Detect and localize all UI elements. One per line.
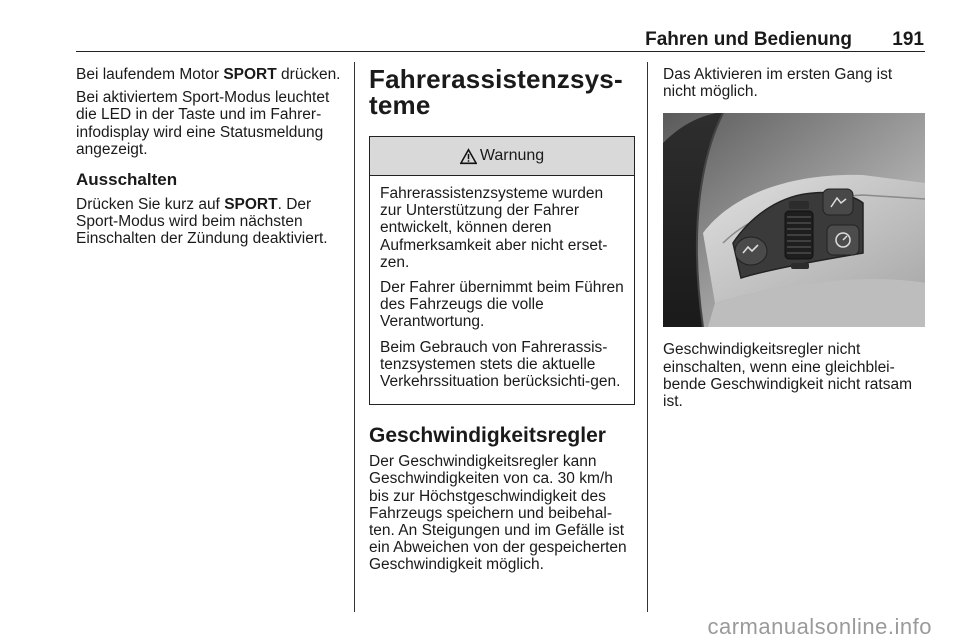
warning-title: Warnung: [479, 147, 545, 165]
cruise-control-heading: Geschwindigkeitsregler: [369, 424, 606, 448]
sport-keyword: SPORT: [224, 196, 278, 214]
column-1: [76, 66, 346, 254]
cruise-control-paragraph: Der Geschwindigkeitsregler kann Geschwindigkeiten von ca. 30 km/h bis zur Höchstgeschwindigkeit des Fahrzeugs speichern und beibehal-ten. An Steigungen und im Gefälle ist ein Abweichen von der gespeicherten Geschwindigkeit möglich.: [369, 453, 627, 574]
cruise-warning-paragraph: Geschwindigkeitsregler nicht einschalten, wenn eine gleichblei-bende Geschwindigkeit nicht ratsam ist.: [663, 341, 912, 411]
first-gear-paragraph: Das Aktivieren im ersten Gang ist nicht möglich.: [663, 66, 893, 101]
warning-triangle-icon: [460, 148, 477, 165]
steering-wheel-photo: [663, 113, 925, 327]
warning-paragraph: Beim Gebrauch von Fahrerassis-tenzsystemen stets die aktuelle Verkehrssituation berücksichti-gen.: [380, 338, 621, 391]
section-heading-line: Fahrerassistenzsys-: [369, 64, 623, 94]
watermark: carmanualsonline.info: [707, 614, 932, 639]
sport-led-paragraph: Bei aktiviertem Sport-Modus leuchtet die LED in der Taste und im Fahrer-infodisplay wird eine Statusmeldung angezeigt.: [76, 89, 330, 158]
warning-header: [370, 137, 634, 176]
running-header-title: Fahren und Bedienung: [645, 29, 852, 50]
page-number: 191: [892, 29, 924, 50]
section-heading-line: teme: [369, 90, 431, 120]
text-run: Bei laufendem Motor: [76, 66, 224, 83]
warning-body: [370, 176, 634, 404]
header-rule: [76, 51, 925, 52]
warning-paragraph: Fahrerassistenzsysteme wurden zur Unterstützung der Fahrer entwickelt, können deren Aufmerksamkeit aber nicht erset-zen.: [380, 185, 608, 271]
warning-paragraph: Der Fahrer übernimmt beim Führen des Fahrzeugs die volle Verantwortung.: [380, 279, 624, 331]
warning-box: [369, 136, 635, 405]
sport-press-paragraph: [76, 66, 346, 83]
column-3: [663, 66, 925, 416]
text-run: drücken.: [276, 66, 341, 83]
column-divider-1: [354, 62, 355, 612]
text-run: Drücken Sie kurz auf: [76, 196, 225, 214]
ausschalten-paragraph: [76, 196, 346, 248]
section-heading: [369, 66, 635, 118]
sport-keyword: SPORT: [223, 66, 277, 83]
column-divider-2: [647, 62, 648, 612]
column-2: [369, 66, 635, 580]
ausschalten-heading: Ausschalten: [76, 170, 178, 190]
text-run: . Der Sport-Modus wird beim nächsten Einschalten der Zündung deaktiviert.: [76, 196, 328, 248]
